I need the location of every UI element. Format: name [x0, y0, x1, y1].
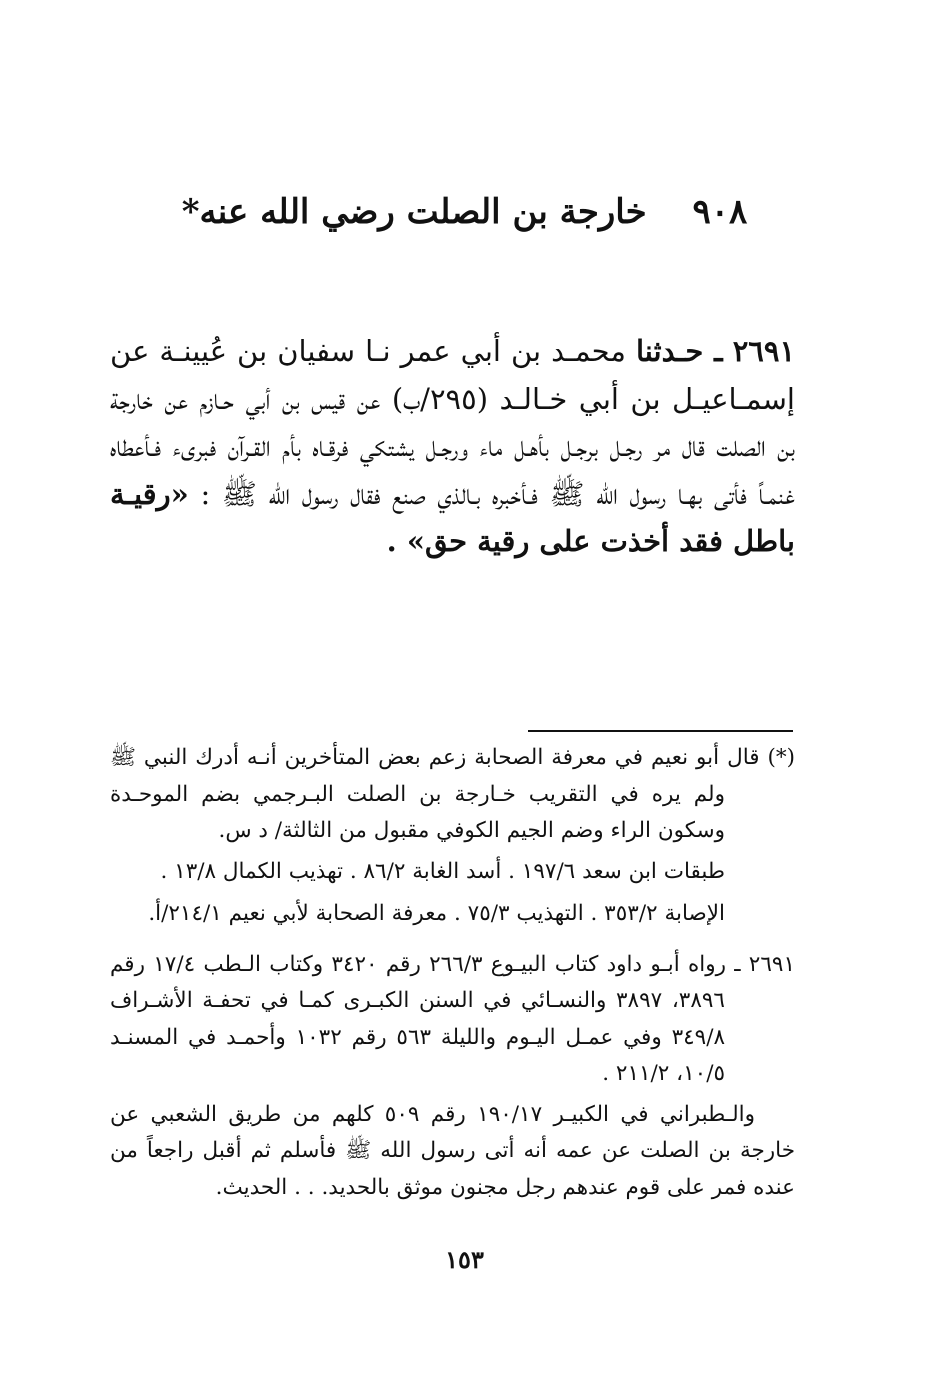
- hadith-number: ٢٦٩١: [732, 334, 796, 368]
- hadith-lead: ـ حـدثنا: [635, 334, 723, 368]
- hadith-text: [110, 328, 795, 566]
- footnote-divider: [528, 730, 793, 732]
- footnote-takhrij-1: ٢٦٩١ ـ رواه أبـو داود كتاب البيـوع ٢٦٦/٣ رقم ٣٤٢٠ وكتاب الـطب ١٧/٤ رقم ٣٨٩٦، ٣٨٩٧ والنسـائي في السنن الكبـرى كمـا في تحفـة الأشـراف ٣٤٩/٨ وفي عمـل اليـوم والليلة ٥٦٣ رقم ١٠٣٢ وأحمـد في المسنـد ١٠/٥، ٢١١/٢ .: [110, 951, 795, 1086]
- footnote-star: (*) قال أبو نعيم في معرفة الصحابة زعم بعض المتأخرين أنـه أدرك النبي ﷺ ولم يره في التقريب خـارجة بن الصلت البـرجمي بضم الموحـدة وسكون الراء وضم الجيم الكوفي مقبول من الثالثة/ د س.: [110, 745, 795, 843]
- entry-title-text: خارجة بن الصلت رضي الله عنه*: [181, 192, 647, 232]
- footnotes: [110, 740, 795, 1206]
- footnote-refs-1: طبقات ابن سعد ١٩٧/٦ . أسد الغابة ٨٦/٢ . تهذيب الكمال ١٣/٨ .: [160, 858, 725, 884]
- page-number: ١٥٣: [445, 1245, 484, 1274]
- footnote-takhrij-2-text: والـطبراني في الكبيـر ١٩٠/١٧ رقم ٥٠٩ كلهم من طريق الشعبي عن خارجة بن الصلت عن عمه أنه أتى رسول الله ﷺ فأسلم ثم أقبل راجعاً من عنده فمر على قوم عندهم رجل مجنون موثق بالحديد. . . الحديث.: [110, 1101, 795, 1200]
- footnote-takhrij-2: [110, 1097, 795, 1207]
- hadith-matn: «رقيـة باطل فقد أخذت على رقية حق» .: [110, 476, 795, 558]
- entry-title: [120, 182, 809, 242]
- entry-number: ٩٠٨: [692, 192, 748, 232]
- hadith-body: محمـد بن أبي عمر نـا سفيان بن عُيينـة عن إسمـاعيـل بن أبي خـالـد (٢٩٥/ب) عن قيس بن أبي حـازم عن خارجة بن الصلت قال مر رجـل برجـل بأهـل ماء ورجـل يشتكي فرقـاه بأم القـرآن فبرىء فـأعطاه غنمـاً فأتى بهـا رسول الله ﷺ فـأخبره بـالذي صنع فقال رسول الله ﷺ :: [110, 334, 796, 511]
- footnote-refs-2: الإصابة ٣٥٣/٢ . التهذيب ٧٥/٣ . معرفة الصحابة لأبي نعيم ٢١٤/١/أ.: [148, 901, 725, 926]
